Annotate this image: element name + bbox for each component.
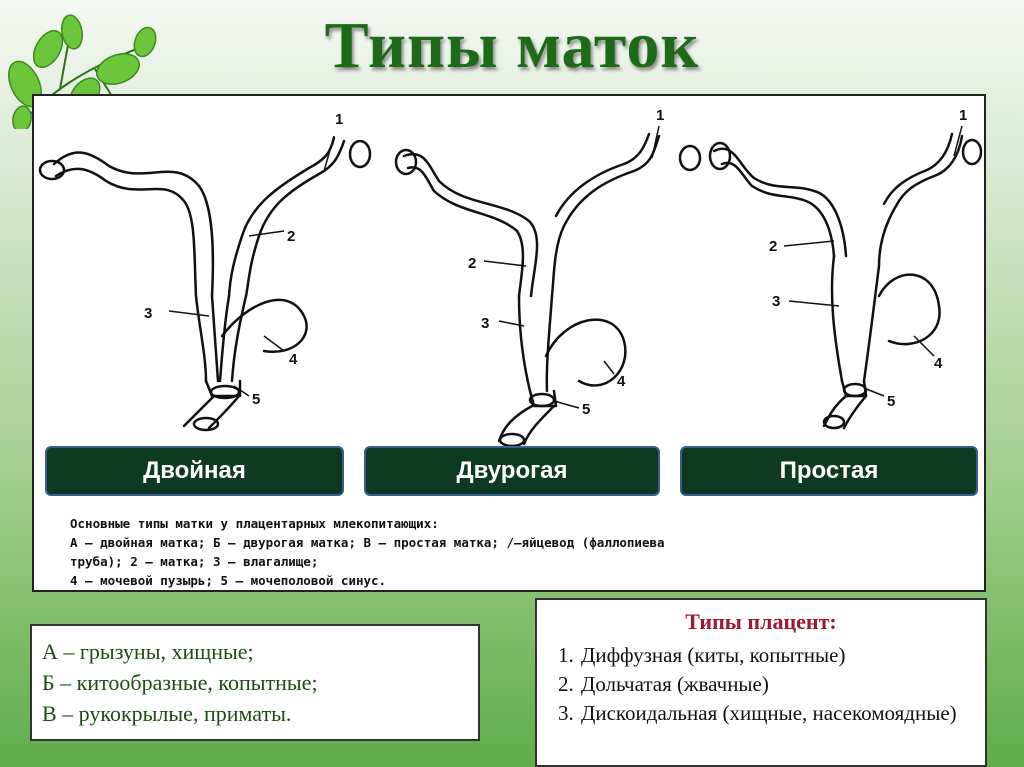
placenta-title: Типы плацент: [685, 609, 837, 634]
type-label-simple: Простая [680, 446, 978, 496]
animal-groups-box [30, 624, 480, 741]
uterus-simple-drawing [710, 134, 981, 428]
placenta-list [537, 641, 985, 728]
caption-line: Основные типы матки у плацентарных млекопитающих: [70, 516, 439, 531]
placenta-item: 1. Диффузная (киты, копытные) [579, 641, 985, 670]
label-4-a: 4 [289, 351, 298, 368]
label-1-b: 1 [656, 107, 665, 124]
label-2-b: 2 [468, 255, 477, 272]
label-3-c: 3 [772, 293, 781, 310]
caption-line: А — двойная матка; Б — двурогая матка; В — простая матка; /—яйцевод (фаллопиева [70, 535, 665, 550]
label-4-b: 4 [617, 373, 626, 390]
uterus-double-drawing [40, 138, 370, 430]
caption-line: труба); 2 — матка; 3 — влагалище; [70, 554, 319, 569]
label-3-a: 3 [144, 305, 153, 322]
label-1-c: 1 [959, 107, 968, 124]
uterus-bicornuate-drawing [396, 134, 700, 446]
group-item: А – грызуны, хищные; [42, 639, 254, 664]
figure-caption [70, 514, 950, 590]
type-label-double: Двойная [45, 446, 344, 496]
page-title: Типы маток [324, 9, 700, 82]
placenta-item: 2. Дольчатая (жвачные) [579, 670, 985, 699]
group-item: Б – китообразные, копытные; [42, 670, 318, 695]
label-4-c: 4 [934, 355, 943, 372]
placenta-item: 3. Дискоидальная (хищные, насекомоядные) [579, 699, 985, 728]
placenta-types-box [535, 598, 987, 767]
label-2-a: 2 [287, 228, 296, 245]
label-5-c: 5 [887, 393, 896, 410]
label-2-c: 2 [769, 238, 778, 255]
caption-line: 4 — мочевой пузырь; 5 — мочеполовой синус. [70, 573, 387, 588]
label-5-b: 5 [582, 401, 591, 418]
type-label-bicornuate: Двурогая [364, 446, 660, 496]
label-1-a: 1 [335, 111, 344, 128]
label-3-b: 3 [481, 315, 490, 332]
group-item: В – рукокрылые, приматы. [42, 701, 292, 726]
label-5-a: 5 [252, 391, 261, 408]
